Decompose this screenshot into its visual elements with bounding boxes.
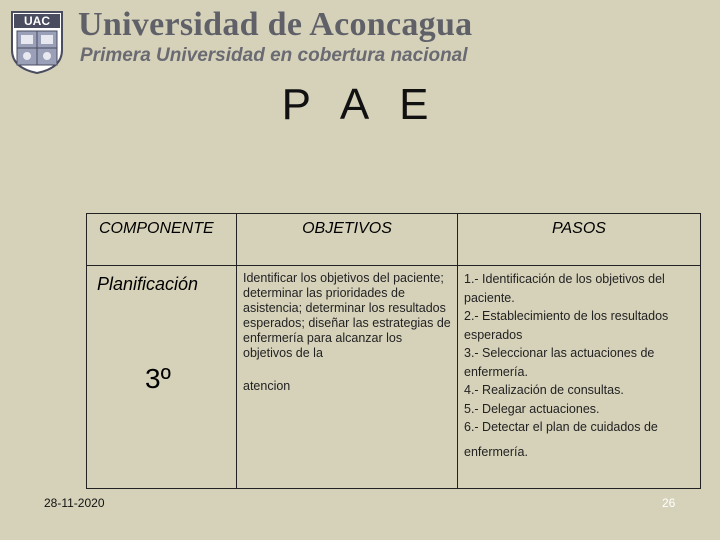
university-tagline: Primera Universidad en cobertura nacional: [80, 45, 468, 66]
university-name: Universidad de Aconcagua: [78, 6, 473, 43]
table-header-row: [87, 214, 701, 266]
header-pasos: PASOS: [458, 214, 701, 266]
component-name: Planificación: [97, 274, 199, 294]
header-componente: COMPONENTE: [87, 214, 237, 266]
objectives-cell: [237, 266, 458, 489]
header-objetivos: OBJETIVOS: [237, 214, 458, 266]
list-item: enfermería.: [464, 444, 528, 459]
list-item: 3.- Seleccionar las actuaciones de enfermería.: [464, 346, 655, 379]
grade-label: 3º: [145, 363, 171, 394]
objectives-text: Identificar los objetivos del paciente; determinar las prioridades de asistencia; determinar los resultados esperados; diseñar las estrategias de enfermería para alcanzar los objetivos de la: [243, 271, 451, 360]
logo-text: UAC: [24, 14, 50, 28]
pae-table: [86, 213, 701, 489]
steps-cell: [458, 266, 701, 489]
table-row: [87, 266, 701, 489]
footer-date: 28-11-2020: [44, 496, 105, 510]
uac-logo-icon: [10, 10, 64, 74]
slide-title: P A E: [281, 80, 439, 129]
objectives-continuation: atencion: [243, 379, 291, 393]
list-item: 2.- Establecimiento de los resultados esperados: [464, 309, 669, 342]
list-item: 4.- Realización de consultas.: [464, 383, 624, 397]
list-item: 1.- Identificación de los objetivos del paciente.: [464, 272, 665, 305]
page-number: 26: [662, 496, 676, 510]
component-cell: [87, 266, 237, 489]
list-item: 5.- Delegar actuaciones.: [464, 401, 600, 416]
steps-list: [458, 266, 700, 461]
list-item: 6.- Detectar el plan de cuidados de: [464, 420, 658, 434]
